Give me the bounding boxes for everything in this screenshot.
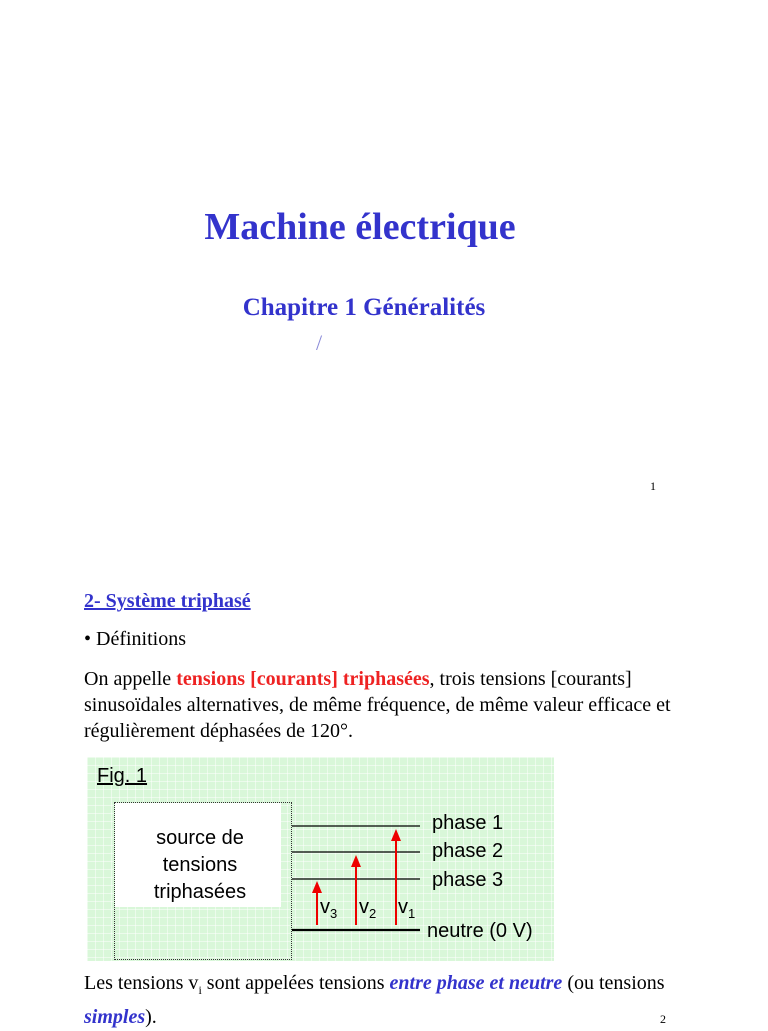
v3-label — [320, 896, 337, 921]
arrow-v3-head — [312, 881, 322, 893]
v2-letter: v — [359, 896, 369, 918]
simple-voltage-paragraph — [84, 970, 704, 1031]
source-line-3: triphasées — [153, 881, 247, 903]
para2-post: ). — [145, 1006, 157, 1028]
phase-3-label: phase 3 — [432, 869, 504, 891]
chapter-subtitle: Chapitre 1 Généralités — [242, 294, 486, 321]
v1-label — [398, 896, 415, 921]
para1-pre: On appelle — [84, 668, 177, 690]
slide-title: Machine électrique — [204, 206, 516, 248]
arrow-v2-head — [351, 855, 361, 867]
source-line-1: source de — [156, 827, 244, 849]
page-number: 1 — [650, 479, 656, 493]
para2-em2: simples — [84, 1006, 146, 1028]
phase-2-label: phase 2 — [432, 840, 504, 862]
para1-post: , trois tensions [courants] sinusoïdales alternatives, de même fréquence, de même valeur efficace et régulièrement déphasées de 120°. — [84, 668, 671, 742]
definition-paragraph — [84, 666, 684, 744]
v3-letter: v — [320, 896, 330, 918]
v1-letter: v — [398, 896, 408, 918]
page-number-2: 2 — [660, 1012, 666, 1026]
para2-mid2: (ou tensions — [562, 972, 665, 994]
figure-1 — [87, 757, 554, 961]
figure-label: Fig. 1 — [97, 765, 148, 787]
para2-pre: Les tensions v — [84, 972, 199, 994]
slide-mark: / — [316, 330, 323, 355]
neutral-label: neutre (0 V) — [427, 920, 533, 942]
bullet-label: Définitions — [96, 628, 187, 650]
para2-em1: entre phase et neutre — [389, 972, 563, 994]
bullet-definitions — [84, 628, 186, 651]
v3-sub: 3 — [330, 906, 338, 921]
v1-sub: 1 — [408, 906, 416, 921]
v2-sub: 2 — [369, 906, 377, 921]
para2-sub: i — [198, 983, 202, 997]
phase-1-label: phase 1 — [432, 812, 504, 834]
section-title: 2- Système triphasé — [84, 590, 251, 612]
source-line-2: tensions — [162, 854, 238, 876]
para2-mid: sont appelées tensions — [201, 972, 390, 994]
bullet-dot: • — [84, 628, 97, 650]
v2-label — [359, 896, 376, 921]
para1-highlight: tensions [courants] triphasées — [176, 668, 430, 690]
arrow-v1-head — [391, 829, 401, 841]
